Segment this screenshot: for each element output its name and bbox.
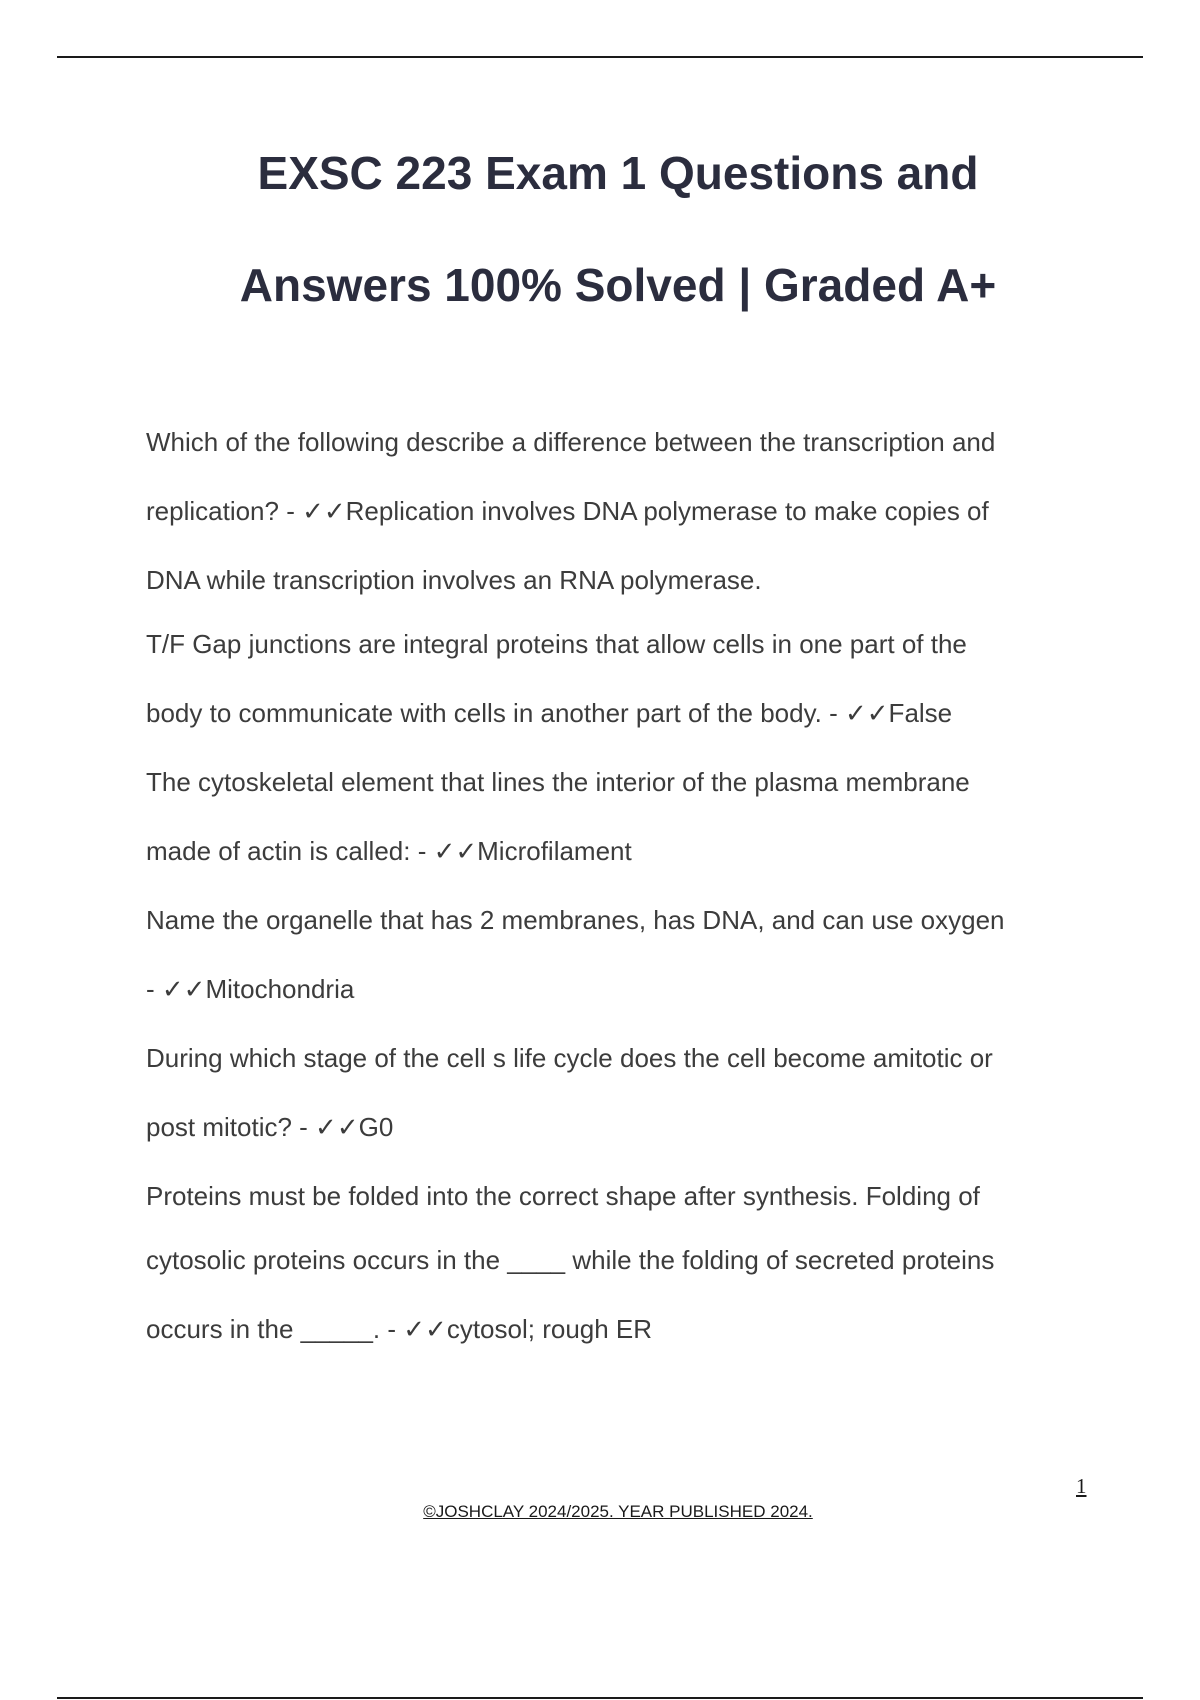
body-line: DNA while transcription involves an RNA polymerase. — [146, 565, 762, 595]
body-line: Proteins must be folded into the correct shape after synthesis. Folding of — [146, 1181, 980, 1211]
body-line: replication? - ✓✓Replication involves DNA polymerase to make copies of — [146, 496, 989, 526]
bottom-rule — [57, 1697, 1143, 1699]
top-rule — [57, 56, 1143, 58]
body-line: post mitotic? - ✓✓G0 — [146, 1112, 394, 1142]
document-body — [146, 422, 1086, 1378]
body-line: During which stage of the cell s life cycle does the cell become amitotic or — [146, 1043, 993, 1073]
body-line: T/F Gap junctions are integral proteins that allow cells in one part of the — [146, 629, 967, 659]
body-line: body to communicate with cells in another part of the body. - ✓✓False — [146, 698, 953, 728]
body-line: Which of the following describe a difference between the transcription and — [146, 427, 996, 457]
body-line: cytosolic proteins occurs in the ____ while the folding of secreted proteins — [146, 1245, 995, 1275]
body-line: occurs in the _____. - ✓✓cytosol; rough ER — [146, 1314, 653, 1344]
document-title-line-2: Answers 100% Solved | Graded A+ — [239, 259, 997, 311]
document-title-line-1: EXSC 223 Exam 1 Questions and — [257, 147, 979, 199]
body-line: Name the organelle that has 2 membranes, has DNA, and can use oxygen — [146, 905, 1005, 935]
copyright-footer: ©JOSHCLAY 2024/2025. YEAR PUBLISHED 2024. — [423, 1502, 813, 1521]
body-line: The cytoskeletal element that lines the interior of the plasma membrane — [146, 767, 970, 797]
page-number: 1 — [1076, 1474, 1087, 1498]
body-line: - ✓✓Mitochondria — [146, 974, 355, 1004]
body-line: made of actin is called: - ✓✓Microfilament — [146, 836, 632, 866]
